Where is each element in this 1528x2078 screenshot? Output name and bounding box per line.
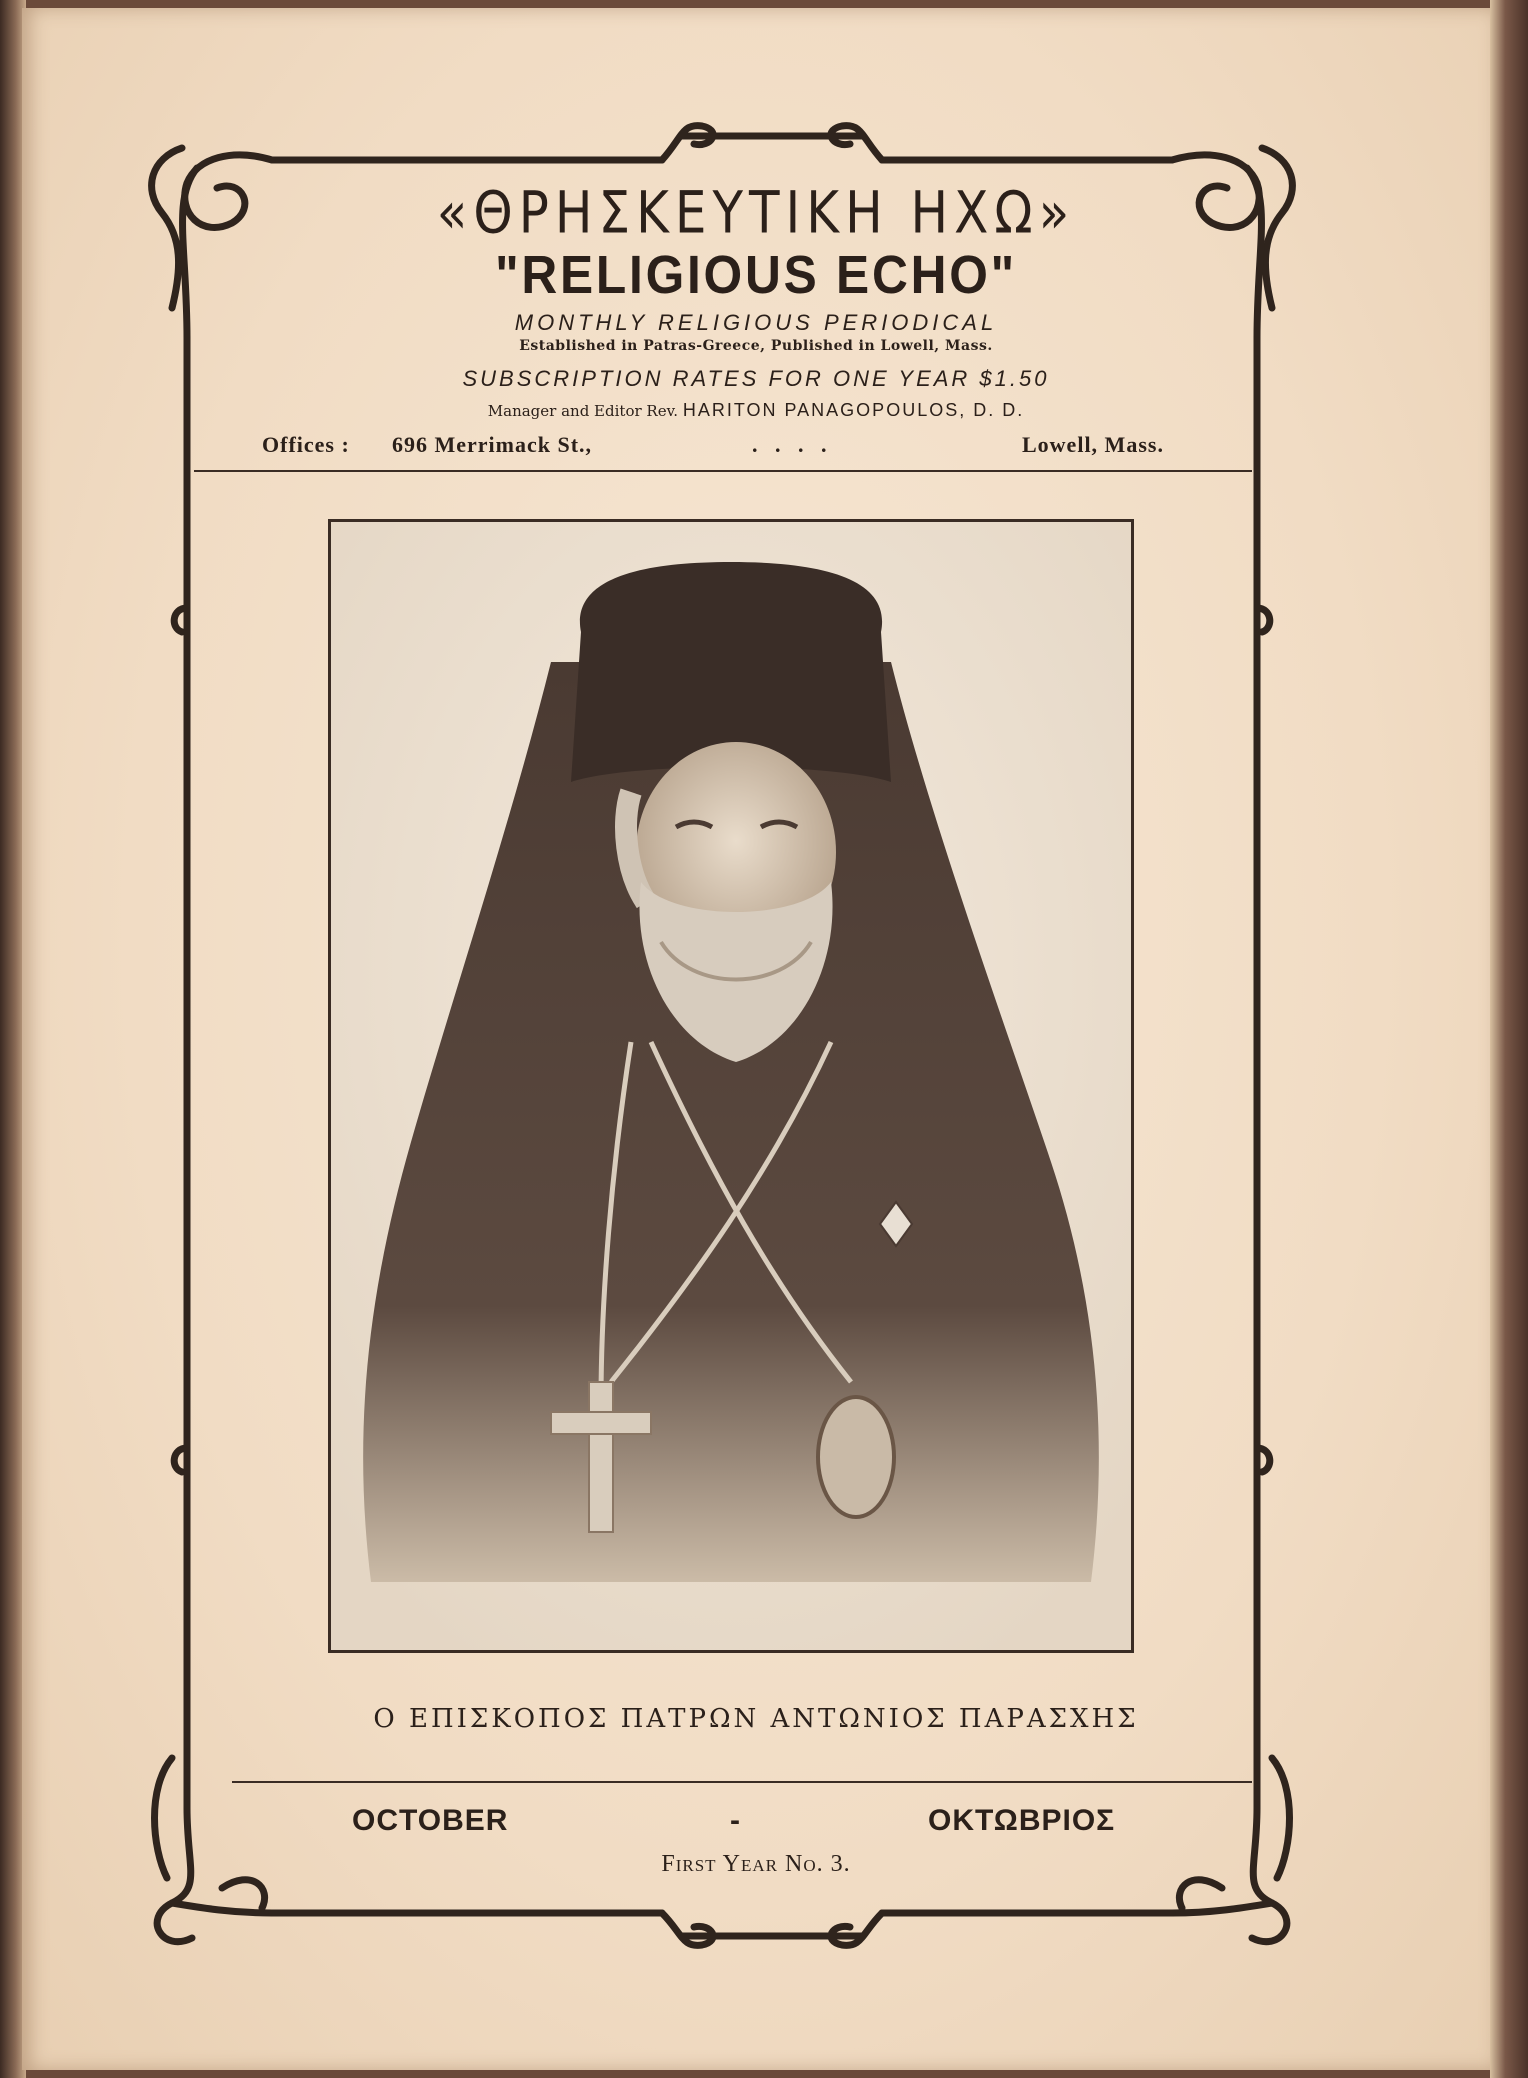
portrait-illustration bbox=[331, 522, 1131, 1650]
offices-dots: . . . . bbox=[752, 432, 833, 457]
month-english: OCTOBER bbox=[352, 1804, 509, 1837]
issue-number: First Year No. 3. bbox=[661, 1851, 851, 1877]
periodical-subtitle: MONTHLY RELIGIOUS PERIODICAL bbox=[514, 310, 998, 335]
photo-caption: Ο ΕΠΙΣΚΟΠΟΣ ΠΑΤΡΩΝ ΑΝΤΩΝΙΟΣ ΠΑΡΑΣΧΗΣ bbox=[373, 1704, 1139, 1734]
manager-name: HARITON PANAGOPOULOS, D. D. bbox=[682, 400, 1025, 420]
offices-label: Offices : bbox=[262, 432, 350, 457]
manager-line bbox=[22, 400, 1490, 421]
bishop-portrait-photo bbox=[328, 519, 1134, 1653]
month-separator: - bbox=[730, 1804, 741, 1837]
offices-address: 696 Merrimack St., bbox=[392, 432, 593, 457]
footer-divider bbox=[232, 1781, 1252, 1783]
magazine-cover-page bbox=[22, 8, 1490, 2070]
manager-prefix: Manager and Editor Rev. bbox=[487, 402, 679, 420]
established-line: Established in Patras-Greece, Published in Lowell, Mass. bbox=[519, 338, 993, 354]
subscription-rates: SUBSCRIPTION RATES FOR ONE YEAR $1.50 bbox=[462, 366, 1050, 391]
book-right-edge bbox=[1490, 0, 1528, 2078]
offices-city: Lowell, Mass. bbox=[1022, 432, 1164, 457]
greek-title: «ΘΡΗΣΚΕΥΤΙΚΗ ΗΧΩ» bbox=[436, 179, 1076, 247]
english-title: "RELIGIOUS ECHO" bbox=[495, 245, 1017, 305]
month-greek: ΟΚΤΩΒΡΙΟΣ bbox=[928, 1804, 1116, 1837]
header-divider bbox=[194, 470, 1252, 472]
